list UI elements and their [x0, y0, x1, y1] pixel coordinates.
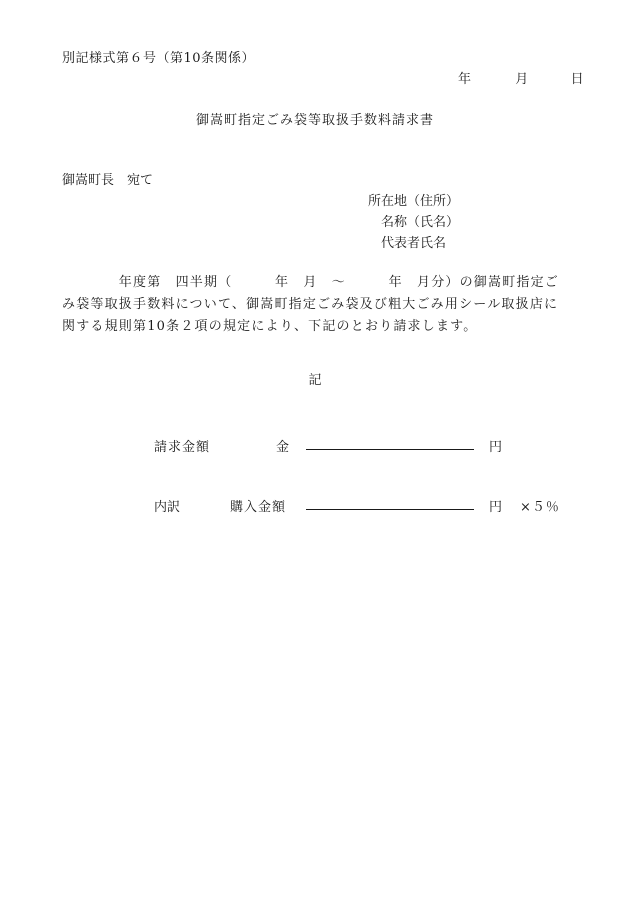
representative-label: 代表者氏名: [381, 236, 447, 251]
body-paragraph: 年度第 四半期（ 年 月 ～ 年 月分）の御嵩町指定ごみ袋等取扱手数料について、御嵩町指定ごみ袋及び粗大ごみ用シール取扱店に関する規則第10条２項の規定により、下記のとおり請求します。: [62, 275, 560, 334]
date-year-label: 年: [458, 72, 472, 87]
ki-heading: 記: [308, 373, 322, 388]
claim-prefix: 金: [276, 440, 290, 455]
date-month-label: 月: [515, 72, 529, 87]
breakdown-label: 内訳: [154, 500, 181, 515]
addressee: 御嵩町長 宛て: [62, 173, 154, 188]
claim-amount-line: [306, 449, 474, 450]
claim-row: [0, 436, 630, 456]
date-line: [458, 73, 584, 86]
document-title: 御嵩町指定ごみ袋等取扱手数料請求書: [195, 113, 434, 128]
rate-label: ×５％: [520, 500, 560, 515]
purchase-amount-line: [306, 509, 474, 510]
breakdown-row: [0, 496, 630, 516]
claim-unit: 円: [489, 440, 503, 455]
form-number: 別記様式第６号（第10条関係）: [62, 51, 256, 66]
address-label: 所在地（住所）: [368, 194, 460, 209]
applicant-block: [368, 191, 459, 254]
date-day-label: 日: [570, 72, 584, 87]
name-label: 名称（氏名）: [381, 215, 460, 230]
breakdown-unit: 円: [489, 500, 503, 515]
purchase-amount-label: 購入金額: [230, 500, 287, 515]
claim-label: 請求金額: [154, 440, 211, 455]
